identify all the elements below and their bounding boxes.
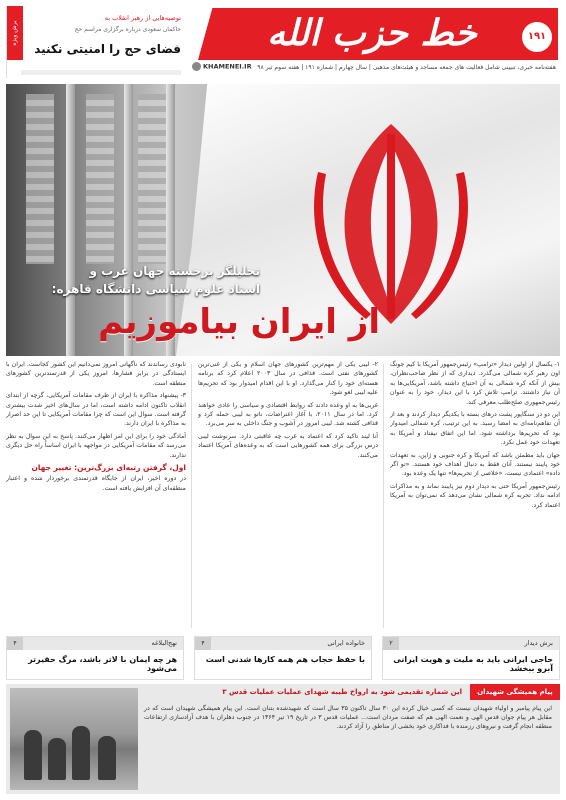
soldier-figure: [48, 738, 66, 780]
page-number: ۴: [195, 637, 211, 650]
background-flag: [138, 94, 166, 264]
paragraph: در دوره اخیر، ایران از جایگاه قدرتمندی برخوردار شده و اعتبار منطقه‌ای آن افزایش یافته است.: [6, 475, 186, 492]
martyrs-section: [6, 684, 560, 794]
website-text: KHAMENEI.IR: [203, 62, 252, 71]
paragraph: رئیس‌جمهور آمریکا حتی به دیدار دوم نیز پایبند نماند و به مذاکرات ادامه نداد. تجربه کره شمالی نشان می‌دهد که نمی‌توان به آمریکا اعتماد کرد.: [390, 482, 560, 509]
masthead: [176, 8, 558, 60]
background-flag: [86, 94, 114, 264]
page-number: ۴: [7, 637, 23, 650]
promo-headline: فضای حج را امنیتی نکنید: [34, 42, 181, 56]
promo-tag-label: برش ویژه: [11, 20, 18, 46]
section-label: خانواده ایرانی: [195, 637, 371, 650]
section-title: با حفظ حجاب هم همه کارها شدنی است: [205, 655, 365, 664]
article-column-1: [390, 360, 560, 632]
issue-number-badge: ۱۹۱: [520, 20, 554, 54]
khamenei-logo-icon: [192, 62, 201, 71]
paragraph: این دو در سنگاپور پشت درهای بسته با یکدیگر دیدار کردند و بعد از آن تفاهم‌نامه‌ای به امضا رسید. به این ترتیب، کره شمالی امیدوار بود که تحریم‌ها برداشته شود. اما این اتفاق نیفتاد و آمریکا به تعهدات خود عمل نکرد.: [390, 411, 560, 447]
column-subheading: اول، گرفتن رتبه‌ای بزرگ‌ترین: تغییر جهان: [31, 463, 186, 473]
hero-image: [6, 84, 560, 356]
martyrs-headline: این شماره تقدیمی شود به ارواح طیبه شهدای عملیات عملیات قدس ۳: [222, 688, 462, 696]
article-column-3: [6, 360, 186, 632]
hero-subheading-line-1: تحلیلگر برجسته جهان عرب و: [89, 264, 260, 278]
column-divider: [191, 364, 192, 628]
article-columns: [6, 360, 560, 632]
column-divider: [383, 364, 384, 628]
section-title: هر چه ایمان با لاتر باشد، مرگ حقیرتر می‌شود: [28, 655, 177, 673]
paragraph: ۲- لیبی یکی از مهم‌ترین کشورهای جهان اسلام و یکی از غنی‌ترین کشورهای نفتی است. قذافی در سال ۲۰۰۳ اعلام کرد که برنامه هسته‌ای خود را کنار می‌گذارد. او با این اقدام امیدوار بود که تحریم‌ها علیه لیبی لغو شود.: [198, 361, 378, 397]
section-teasers: [6, 636, 560, 678]
paragraph: جهان باید مطمئن باشد که آمریکا و کره جنوبی و ژاپن، به تعهدات خود پایبند نیستند. آنان فقط به دنبال اهداف خود هستند. «تو اگر داده» اعتمادی نیست. «خلاصی از تحریم‌ها» تنها یک وعده بود.: [390, 451, 560, 478]
soldier-figure: [24, 730, 42, 780]
article-column-2: [198, 360, 378, 632]
hero-subheading-line-2: استاد علوم سیاسی دانشگاه قاهره:: [51, 282, 260, 296]
page-number: ۲: [383, 637, 399, 650]
section-teaser[interactable]: [194, 636, 372, 680]
promo-divider: [21, 70, 181, 75]
masthead-title: خط حزب الله: [267, 13, 477, 54]
martyrs-tag: پیام همیشگی شهیدان: [470, 684, 560, 700]
section-teaser[interactable]: [6, 636, 184, 680]
martyrs-photo: [10, 688, 138, 790]
section-label: برش دیدار: [383, 637, 559, 650]
background-flag: [26, 94, 54, 264]
paragraph: غربی‌ها به او وعده دادند که روابط اقتصادی و سیاسی را عادی خواهند کرد. اما در سال ۲۰۱۱، با آغاز اعتراضات، ناتو به لیبی حمله کرد و قذافی کشته شد. لیبی امروز در آشوب و جنگ داخلی به سر می‌برد.: [198, 401, 378, 428]
paragraph: ۳- پیشنهاد مذاکره با ایران از طرف مقامات آمریکایی، گرچه از ابتدای انقلاب تاکنون ادامه داشته است، اما در سال‌های اخیر شدت بیشتری گرفته است. سوال این است که چرا مقامات آمریکایی تا این حد اصرار به مذاکره با ایران دارند.: [6, 392, 186, 428]
iran-emblem-icon: [286, 114, 496, 334]
header: [0, 0, 566, 82]
paragraph: ۱- یکسال از اولین دیدار «ترامپ» رئیس‌جمهور آمریکا با کیم جونگ اون رهبر کره شمالی می‌گذرد. دیداری که از نظر صاحب‌نظران، بیش از آنکه کره شمالی به آن احتیاج داشته باشد، آمریکایی‌ها به آن نیاز داشتند. ترامپ تلاش کرد با این دیدار، خود را به عنوان رئیس‌جمهوری صلح‌طلب معرفی کند.: [390, 361, 560, 406]
promo-line-2: حاکمان سعودی درباره برگزاری مراسم حج: [74, 26, 181, 33]
promo-line-1: توصیه‌هایی از رهبر انقلاب به: [104, 14, 181, 22]
website-label[interactable]: [192, 62, 252, 71]
soldier-figure: [72, 726, 90, 780]
paragraph: نابودی رساندند که ناگهانی امروز نمی‌دانیم این کشور کجاست. ایران با ایستادگی در برابر فشارها، امروز یکی از قدرتمندترین کشورهای منطقه است.: [6, 361, 186, 387]
promo-box[interactable]: [6, 6, 187, 78]
section-title: حاجی ایرانی باید به ملیت و هویت ایرانی آبرو ببخشد: [393, 655, 553, 673]
paragraph: آمادگی خود را برای این امر اظهار می‌کنند. پاسخ به این سوال به نظر می‌رسد که مقامات آمریکایی در مواجهه با ایران اساساً راه حل دیگری ندارند.: [6, 432, 186, 459]
section-label: نهج‌البلاغه: [7, 637, 183, 650]
masthead-subline: هفته‌نامه خبری، تبیینی شامل فعالیت های جمعه مساجد و هیئت‌های مذهبی | سال چهارم | شماره ۱۹۱ | هفته سوم تیر ۹۸: [257, 64, 556, 71]
paragraph: آنا لیند تاکید کرد که اعتماد به غرب چه عاقبتی دارد. سرنوشت لیبی درس بزرگی برای همه کشورهایی است که به وعده‌های آمریکا اعتماد می‌کنند.: [198, 432, 378, 459]
soldier-figure: [98, 736, 116, 780]
hero-headline: از ایران بیاموزیم: [98, 302, 380, 342]
hero-subheading: [20, 262, 260, 298]
section-teaser[interactable]: [382, 636, 560, 680]
martyrs-text: این پیام پیامبر و اولیاء شهیدان نیست که کسی خیال کرده این ۳۰ سال تاکنون ۳۵ سال است که شهیدشده بتنان است. این پیام همیشگی شهیدان است که در مقابل هر پیام جوان قدس الهی و نعمت الهی هم که صفت مردان است... عملیات قدس ۳ در تاریخ ۱۹ تیر ۱۳۶۴ در جنوب دهلران با هدف آزادسازی ارتفاعات منطقه انجام گرفت و نیروهای رزمنده با فداکاری خود بخشی از مناطق را آزاد کردند.: [144, 705, 552, 730]
